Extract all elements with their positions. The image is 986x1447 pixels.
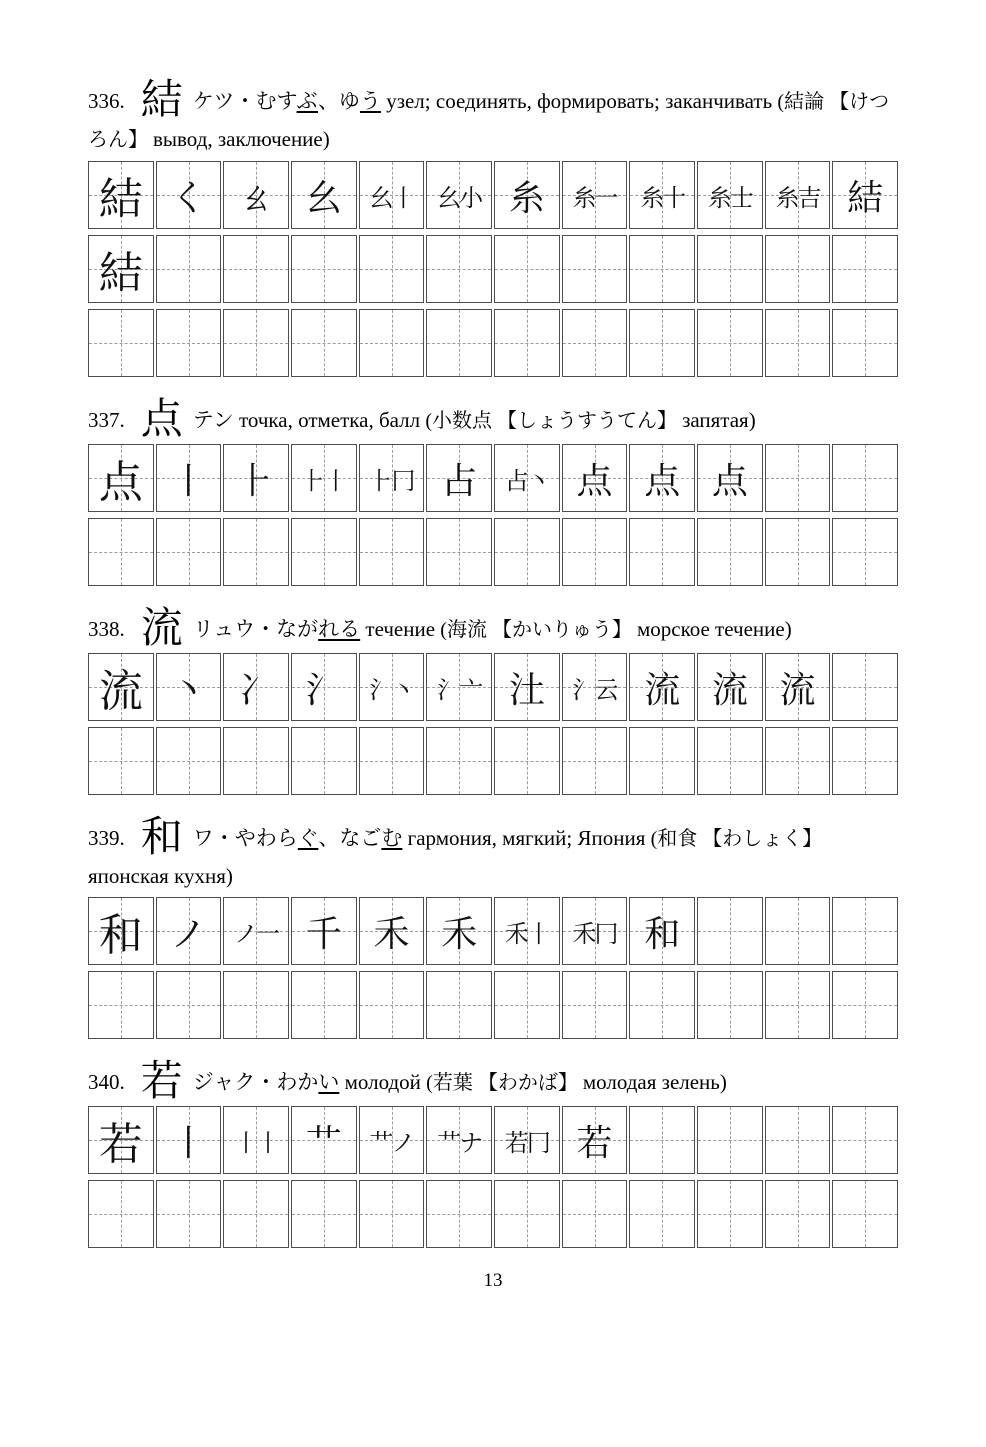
grid-cell	[359, 309, 425, 377]
kana-reading	[193, 826, 403, 850]
stroke-step-glyph: 禾冂	[572, 921, 617, 948]
stroke-step-glyph: 幺丨	[369, 185, 414, 212]
stroke-step-glyph: 点	[711, 460, 748, 501]
grid-cell	[832, 971, 898, 1039]
entry-number: 338.	[88, 617, 125, 641]
stroke-step-glyph: 丨	[170, 460, 207, 501]
kana-reading-segment: リュウ・なが	[192, 617, 319, 641]
grid-cell	[291, 971, 357, 1039]
okurigana-underlined: れる	[318, 617, 361, 641]
grid-cell	[156, 235, 222, 303]
stroke-step-glyph: ⺊丨	[301, 468, 346, 495]
grid-cell	[156, 309, 222, 377]
grid-cell	[359, 897, 425, 965]
grid-cell	[697, 161, 763, 229]
entry-kanji: 流	[140, 606, 183, 652]
practice-grid-row	[88, 971, 898, 1039]
practice-grids	[88, 653, 898, 795]
practice-grid-row	[88, 309, 898, 377]
kana-reading	[193, 408, 234, 432]
stroke-step-glyph: 丨丨	[234, 1130, 279, 1157]
grid-cell	[156, 971, 222, 1039]
grid-cell	[629, 161, 695, 229]
grid-cell	[562, 235, 628, 303]
practice-grid-row	[88, 727, 898, 795]
russian-meaning: молодой	[339, 1070, 427, 1094]
entry-kanji: 点	[140, 397, 183, 443]
stroke-step-glyph: ノ一	[234, 921, 279, 948]
model-kanji-glyph: 結	[98, 175, 143, 224]
stroke-step-glyph: 糸吉	[775, 185, 820, 212]
grid-cell	[291, 161, 357, 229]
entry-heading	[88, 80, 898, 158]
grid-cell	[629, 727, 695, 795]
stroke-step-glyph: 千	[305, 913, 342, 954]
entry-kanji: 結	[140, 78, 183, 124]
grid-cell	[359, 518, 425, 586]
grid-cell	[562, 897, 628, 965]
stroke-step-glyph: ノ	[170, 913, 207, 954]
grid-cell	[832, 518, 898, 586]
grid-cell	[291, 897, 357, 965]
grid-cell	[562, 161, 628, 229]
model-kanji-glyph: 結	[98, 249, 143, 298]
model-kanji-glyph: 和	[98, 911, 143, 960]
grid-cell	[697, 653, 763, 721]
grid-cell	[156, 897, 222, 965]
japanese-example: (海流 【かいりゅう】	[440, 619, 637, 641]
stroke-step-glyph: 汢	[508, 669, 545, 710]
grid-cell	[697, 727, 763, 795]
grid-cell	[832, 1106, 898, 1174]
grid-cell	[359, 971, 425, 1039]
grid-cell	[765, 444, 831, 512]
grid-cell	[697, 971, 763, 1039]
okurigana-underlined: む	[381, 826, 403, 850]
grid-cell	[494, 161, 560, 229]
grid-cell	[629, 444, 695, 512]
stroke-step-glyph: ㄠ	[238, 177, 275, 218]
kana-reading	[193, 89, 381, 113]
kana-reading	[193, 617, 360, 641]
stroke-step-glyph: 糸	[508, 177, 545, 218]
japanese-example: (小数点 【しょうすうてん】	[425, 410, 683, 432]
kanji-entry	[88, 80, 898, 377]
stroke-step-glyph: 丶	[170, 669, 207, 710]
grid-cell	[832, 161, 898, 229]
grid-cell	[359, 235, 425, 303]
entry-meaning	[339, 1070, 727, 1094]
japanese-example: (結論 【けつろん】	[88, 91, 890, 151]
grid-cell	[156, 1106, 222, 1174]
stroke-step-glyph: 艹ナ	[437, 1130, 482, 1157]
grid-cell	[832, 309, 898, 377]
grid-cell	[223, 653, 289, 721]
grid-cell	[223, 971, 289, 1039]
stroke-step-glyph: 流	[644, 669, 681, 710]
grid-cell	[426, 897, 492, 965]
entry-meaning	[360, 617, 792, 641]
grid-cell	[156, 1180, 222, 1248]
grid-cell	[359, 1180, 425, 1248]
stroke-step-glyph: 氵丶	[369, 677, 414, 704]
grid-cell	[88, 897, 154, 965]
grid-cell	[697, 1106, 763, 1174]
grid-cell	[88, 653, 154, 721]
grid-cell	[494, 444, 560, 512]
entry-heading	[88, 817, 898, 894]
kanji-entry	[88, 399, 898, 586]
grid-cell	[223, 161, 289, 229]
kana-reading-segment: ジャク・わか	[192, 1070, 319, 1094]
stroke-order-row	[88, 161, 898, 229]
okurigana-underlined: ぐ	[297, 826, 319, 850]
kanji-entry	[88, 608, 898, 795]
stroke-step-glyph: 艹	[305, 1122, 342, 1163]
grid-cell	[494, 653, 560, 721]
kanji-entry	[88, 1061, 898, 1248]
entry-kanji: 和	[140, 815, 183, 861]
entry-kanji: 若	[140, 1059, 183, 1105]
kana-reading-segment: ワ・やわら	[192, 826, 298, 850]
stroke-step-glyph: 艹ノ	[369, 1130, 414, 1157]
entry-number: 339.	[88, 826, 125, 850]
grid-cell	[291, 1106, 357, 1174]
okurigana-underlined: う	[359, 89, 381, 113]
stroke-step-glyph: ⺊	[238, 460, 275, 501]
stroke-step-glyph: 糸十	[640, 185, 685, 212]
grid-cell	[697, 518, 763, 586]
grid-cell	[832, 1180, 898, 1248]
stroke-step-glyph: 氵	[305, 669, 342, 710]
grid-cell	[562, 653, 628, 721]
grid-cell	[494, 897, 560, 965]
grid-cell	[359, 727, 425, 795]
grid-cell	[494, 727, 560, 795]
stroke-step-glyph: 占	[441, 460, 478, 501]
grid-cell	[697, 235, 763, 303]
stroke-step-glyph: ⺊冂	[369, 468, 414, 495]
grid-cell	[494, 1180, 560, 1248]
japanese-example: (和食 【わしょく】	[650, 828, 823, 850]
practice-grid-row	[88, 1180, 898, 1248]
grid-cell	[562, 518, 628, 586]
grid-cell	[223, 1180, 289, 1248]
stroke-step-glyph: 点	[576, 460, 613, 501]
grid-cell	[156, 518, 222, 586]
grid-cell	[88, 1180, 154, 1248]
grid-cell	[291, 309, 357, 377]
grid-cell	[765, 971, 831, 1039]
grid-cell	[88, 727, 154, 795]
grid-cell	[629, 897, 695, 965]
grid-cell	[494, 971, 560, 1039]
okurigana-underlined: い	[318, 1070, 340, 1094]
stroke-step-glyph: 丨	[170, 1122, 207, 1163]
grid-cell	[223, 444, 289, 512]
stroke-order-row	[88, 1106, 898, 1174]
entry-number: 337.	[88, 408, 125, 432]
grid-cell	[562, 1106, 628, 1174]
grid-cell	[223, 518, 289, 586]
grid-cell	[426, 1106, 492, 1174]
russian-meaning: течение	[360, 617, 441, 641]
grid-cell	[765, 727, 831, 795]
practice-grids	[88, 1106, 898, 1248]
stroke-step-glyph: 禾	[441, 913, 478, 954]
russian-meaning: морское течение)	[636, 617, 792, 641]
grid-cell	[765, 1106, 831, 1174]
stroke-step-glyph: 幺	[305, 177, 342, 218]
grid-cell	[223, 1106, 289, 1174]
grid-cell	[88, 235, 154, 303]
okurigana-underlined: ぶ	[296, 89, 318, 113]
grid-cell	[156, 161, 222, 229]
kanji-entry	[88, 817, 898, 1039]
grid-cell	[765, 1180, 831, 1248]
grid-cell	[426, 161, 492, 229]
stroke-step-glyph: 氵亠	[437, 677, 482, 704]
grid-cell	[426, 971, 492, 1039]
kana-reading-segment: テン	[192, 408, 234, 432]
entry-number: 336.	[88, 89, 125, 113]
grid-cell	[223, 727, 289, 795]
grid-cell	[629, 518, 695, 586]
grid-cell	[494, 518, 560, 586]
grid-cell	[697, 309, 763, 377]
entry-number: 340.	[88, 1070, 125, 1094]
stroke-step-glyph: 糸一	[572, 185, 617, 212]
grid-cell	[359, 444, 425, 512]
grid-cell	[697, 897, 763, 965]
grid-cell	[291, 1180, 357, 1248]
model-kanji-glyph: 流	[98, 667, 143, 716]
stroke-step-glyph: 流	[779, 669, 816, 710]
practice-grids	[88, 161, 898, 377]
stroke-step-glyph: く	[170, 177, 207, 218]
practice-grids	[88, 444, 898, 586]
grid-cell	[697, 444, 763, 512]
grid-cell	[629, 309, 695, 377]
grid-cell	[832, 444, 898, 512]
grid-cell	[765, 235, 831, 303]
russian-meaning: точка, отметка, балл	[233, 408, 426, 432]
grid-cell	[88, 1106, 154, 1174]
stroke-step-glyph: 流	[711, 669, 748, 710]
stroke-step-glyph: 占丶	[504, 468, 549, 495]
stroke-step-glyph: 糸士	[707, 185, 752, 212]
grid-cell	[88, 971, 154, 1039]
grid-cell	[562, 1180, 628, 1248]
entry-heading	[88, 399, 898, 441]
grid-cell	[697, 1180, 763, 1248]
grid-cell	[223, 897, 289, 965]
grid-cell	[291, 653, 357, 721]
grid-cell	[562, 444, 628, 512]
stroke-step-glyph: 若冂	[504, 1130, 549, 1157]
grid-cell	[494, 309, 560, 377]
grid-cell	[832, 653, 898, 721]
stroke-order-row	[88, 444, 898, 512]
grid-cell	[832, 897, 898, 965]
grid-cell	[426, 518, 492, 586]
stroke-step-glyph: 和	[644, 913, 681, 954]
grid-cell	[359, 1106, 425, 1174]
grid-cell	[291, 235, 357, 303]
grid-cell	[359, 653, 425, 721]
grid-cell	[88, 161, 154, 229]
grid-cell	[156, 653, 222, 721]
grid-cell	[88, 518, 154, 586]
japanese-example: (若葉 【わかば】	[426, 1072, 583, 1094]
grid-cell	[291, 518, 357, 586]
grid-cell	[426, 653, 492, 721]
grid-cell	[765, 897, 831, 965]
kanji-entries	[88, 80, 898, 1248]
grid-cell	[426, 309, 492, 377]
stroke-step-glyph: 禾丨	[504, 921, 549, 948]
grid-cell	[223, 309, 289, 377]
russian-meaning: гармония, мягкий; Япония	[402, 826, 651, 850]
stroke-step-glyph: 点	[644, 460, 681, 501]
grid-cell	[494, 235, 560, 303]
grid-cell	[765, 653, 831, 721]
entry-meaning	[234, 408, 756, 432]
grid-cell	[291, 727, 357, 795]
entry-heading	[88, 608, 898, 650]
practice-grid-row	[88, 518, 898, 586]
grid-cell	[629, 653, 695, 721]
grid-cell	[832, 727, 898, 795]
entry-heading	[88, 1061, 898, 1103]
practice-grid-row	[88, 235, 898, 303]
model-kanji-glyph: 若	[98, 1120, 143, 1169]
kana-reading-segment: 、なご	[318, 826, 382, 850]
grid-cell	[156, 444, 222, 512]
stroke-step-glyph: 冫	[238, 669, 275, 710]
kana-reading-segment: ケツ・むす	[192, 89, 297, 113]
grid-cell	[88, 309, 154, 377]
russian-meaning: молодая зелень)	[582, 1070, 727, 1094]
stroke-order-row	[88, 897, 898, 965]
grid-cell	[765, 161, 831, 229]
russian-meaning: вывод, заключение)	[153, 127, 330, 151]
kana-reading	[193, 1070, 340, 1094]
grid-cell	[426, 1180, 492, 1248]
grid-cell	[426, 444, 492, 512]
grid-cell	[562, 727, 628, 795]
russian-meaning: японская кухня)	[88, 864, 233, 888]
grid-cell	[832, 235, 898, 303]
grid-cell	[156, 727, 222, 795]
grid-cell	[426, 235, 492, 303]
grid-cell	[765, 309, 831, 377]
grid-cell	[562, 971, 628, 1039]
russian-meaning: запятая)	[682, 408, 756, 432]
stroke-step-glyph: 禾	[373, 913, 410, 954]
stroke-step-glyph: 結	[847, 177, 884, 218]
grid-cell	[562, 309, 628, 377]
grid-cell	[426, 727, 492, 795]
grid-cell	[765, 518, 831, 586]
stroke-step-glyph: 若	[576, 1122, 613, 1163]
stroke-order-row	[88, 653, 898, 721]
grid-cell	[629, 235, 695, 303]
grid-cell	[629, 1106, 695, 1174]
grid-cell	[359, 161, 425, 229]
russian-meaning: узел; соединять, формировать; заканчивать	[380, 89, 778, 113]
grid-cell	[629, 1180, 695, 1248]
kana-reading-segment: 、ゆ	[317, 89, 360, 113]
model-kanji-glyph: 点	[98, 458, 143, 507]
grid-cell	[223, 235, 289, 303]
stroke-step-glyph: 氵云	[572, 677, 617, 704]
grid-cell	[494, 1106, 560, 1174]
grid-cell	[88, 444, 154, 512]
stroke-step-glyph: 幺小	[437, 185, 482, 212]
practice-grids	[88, 897, 898, 1039]
grid-cell	[629, 971, 695, 1039]
page-number: 13	[483, 1270, 503, 1291]
grid-cell	[291, 444, 357, 512]
